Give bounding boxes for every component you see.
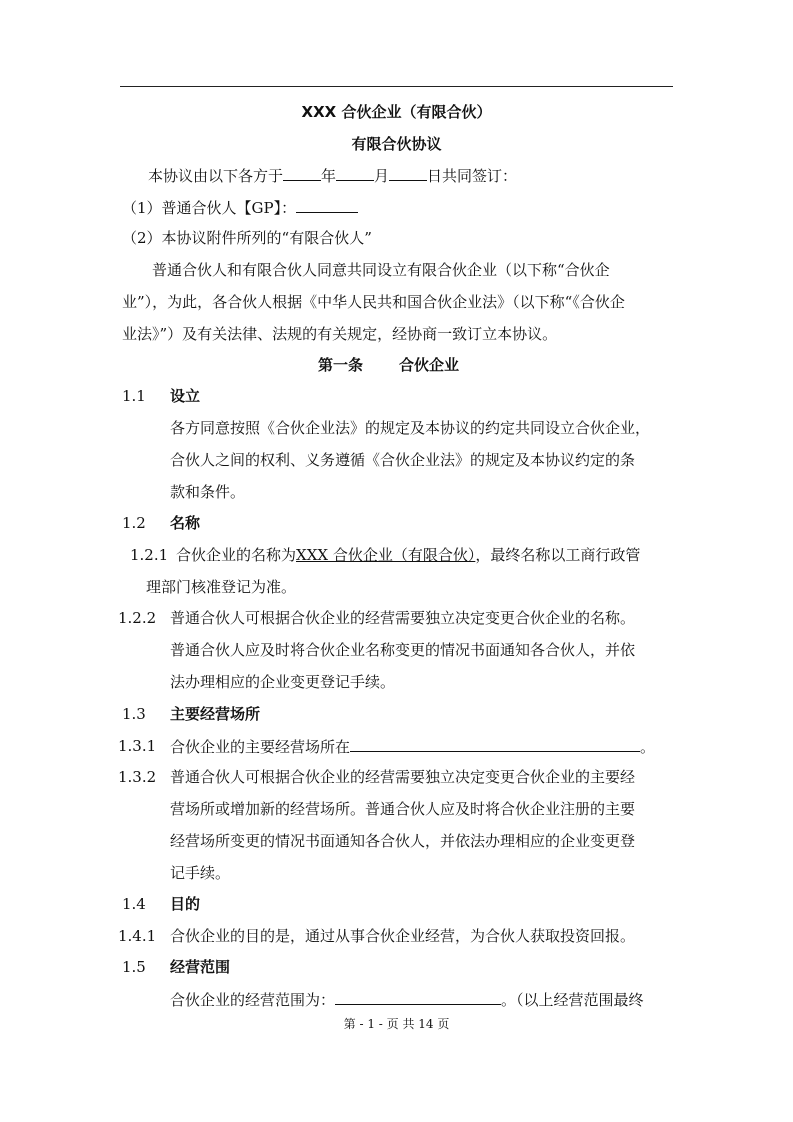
month-blank — [336, 165, 374, 181]
intro-paragraph-line-2: 业”），为此，各合伙人根据《中华人民共和国合伙企业法》（以下称“《合伙企 — [122, 293, 625, 311]
article-1-number: 第一条 — [318, 356, 364, 374]
section-1-5-title: 经营范围 — [170, 958, 231, 976]
section-1-2-number: 1.2 — [122, 514, 146, 532]
clause-1-3-2-line-1: 普通合伙人可根据合伙企业的经营需要独立决定变更合伙企业的主要经 — [170, 768, 636, 786]
year-label: 年 — [321, 167, 337, 185]
intro-paragraph-line-1: 普通合伙人和有限合伙人同意共同设立有限合伙企业（以下称“合伙企 — [152, 261, 610, 279]
document-title: XXX 合伙企业（有限合伙） — [301, 103, 492, 121]
clause-1-2-2-line-1: 普通合伙人可根据合伙企业的经营需要独立决定变更合伙企业的名称。 — [170, 609, 636, 627]
month-label: 月 — [374, 167, 390, 185]
year-blank — [283, 165, 321, 181]
signing-end: 日共同签订： — [427, 167, 518, 185]
clause-1-3-1-text: 合伙企业的主要经营场所在 — [170, 738, 351, 756]
clause-1-2-2-number: 1.2.2 — [118, 609, 157, 627]
section-1-3-title: 主要经营场所 — [170, 705, 261, 723]
party-gp-label: （1）普通合伙人【GP】： — [122, 199, 297, 217]
section-1-5-line-1 — [170, 989, 644, 1010]
clause-1-4-1-number: 1.4.1 — [118, 927, 157, 945]
business-scope-tail: 。（以上经营范围最终 — [501, 991, 644, 1009]
section-1-1-title: 设立 — [170, 387, 201, 405]
clause-1-3-2-number: 1.3.2 — [118, 768, 157, 786]
header-rule — [120, 86, 673, 87]
article-1-heading — [318, 355, 459, 375]
document-subtitle: 有限合伙协议 — [351, 135, 442, 153]
party-gp-blank — [296, 197, 358, 213]
business-scope-blank — [335, 989, 501, 1005]
section-1-1-line-2: 合伙人之间的权利、义务遵循《合伙企业法》的规定及本协议约定的条 — [170, 451, 636, 469]
section-1-1-line-1: 各方同意按照《合伙企业法》的规定及本协议的约定共同设立合伙企业， — [170, 419, 651, 437]
clause-1-3-2-line-4: 记手续。 — [170, 864, 231, 882]
clause-1-2-1-line-1 — [176, 545, 640, 565]
signing-line — [148, 165, 517, 186]
clause-1-2-1-number: 1.2.1 — [130, 546, 169, 564]
clause-1-3-2-line-2: 营场所或增加新的经营场所。普通合伙人应及时将合伙企业注册的主要 — [170, 800, 636, 818]
article-1-title: 合伙企业 — [399, 356, 460, 374]
intro-paragraph-line-3: 业法》”）及有关法律、法规的有关规定，经协商一致订立本协议。 — [122, 325, 558, 343]
party-gp-line — [122, 197, 358, 218]
day-blank — [389, 165, 427, 181]
clause-1-3-2-line-3: 经营场所变更的情况书面通知各合伙人，并依法办理相应的企业变更登 — [170, 832, 636, 850]
clause-1-2-2-line-2: 普通合伙人应及时将合伙企业名称变更的情况书面通知各合伙人，并依 — [170, 641, 636, 659]
section-1-4-title: 目的 — [170, 895, 201, 913]
clause-1-2-1-line-2: 理部门核准登记为准。 — [146, 578, 297, 596]
clause-1-2-2-line-3: 法办理相应的企业变更登记手续。 — [170, 673, 396, 691]
business-scope-label: 合伙企业的经营范围为： — [170, 991, 336, 1009]
section-1-1-number: 1.1 — [122, 387, 146, 405]
business-address-blank — [350, 736, 640, 752]
section-1-1-line-3: 款和条件。 — [170, 483, 246, 501]
clause-1-3-1-line — [170, 736, 655, 757]
clause-1-3-1-number: 1.3.1 — [118, 737, 157, 755]
section-1-4-number: 1.4 — [122, 895, 146, 913]
party-lp-line: （2）本协议附件所列的“有限合伙人” — [122, 229, 372, 247]
clause-1-2-1-tail: ，最终名称以工商行政管 — [475, 546, 641, 564]
partnership-name: XXX 合伙企业（有限合伙） — [296, 546, 476, 564]
clause-1-3-1-end: 。 — [640, 738, 656, 756]
section-1-3-number: 1.3 — [122, 705, 146, 723]
page-footer: 第 - 1 - 页 共 14 页 — [343, 1017, 450, 1031]
section-1-2-title: 名称 — [170, 514, 201, 532]
clause-1-2-1-lead: 合伙企业的名称为 — [176, 546, 297, 564]
section-1-5-number: 1.5 — [122, 958, 146, 976]
clause-1-4-1-line: 合伙企业的目的是，通过从事合伙企业经营，为合伙人获取投资回报。 — [170, 927, 636, 945]
signing-text: 本协议由以下各方于 — [148, 167, 284, 185]
